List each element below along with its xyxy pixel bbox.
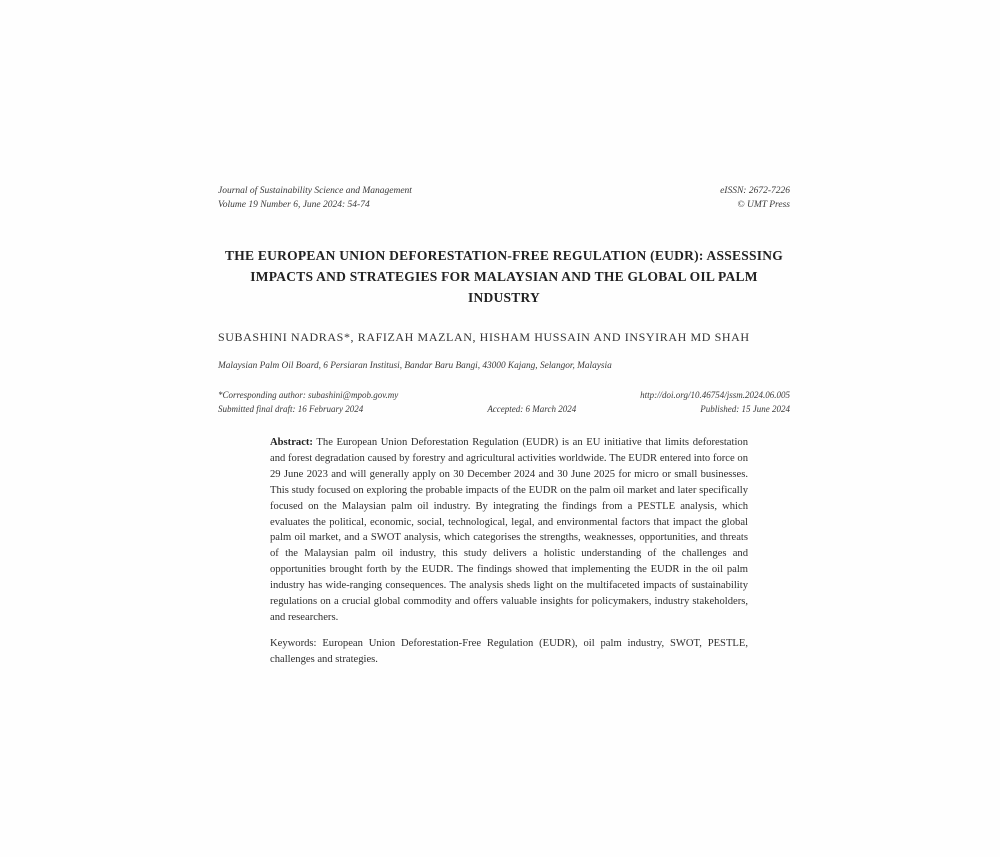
submitted-date: Submitted final draft: 16 February 2024 (218, 404, 364, 414)
journal-header-left (218, 184, 412, 212)
journal-header-right (720, 184, 790, 212)
meta-row-corresponding (218, 388, 790, 402)
journal-issue: Volume 19 Number 6, June 2024: 54-74 (218, 200, 370, 210)
keywords-label: Keywords: (270, 637, 317, 649)
affiliation-line: Malaysian Palm Oil Board, 6 Persiaran Institusi, Bandar Baru Bangi, 43000 Kajang, Selangor, Malaysia (218, 361, 612, 371)
article-title: THE EUROPEAN UNION DEFORESTATION-FREE REGULATION (EUDR): ASSESSING IMPACTS AND STRATEGIES FOR MALAYSIAN AND THE GLOBAL OIL PALM INDUSTRY (224, 248, 784, 305)
journal-name: Journal of Sustainability Science and Management (218, 186, 412, 196)
meta-row-dates (218, 402, 790, 416)
abstract-text: The European Union Deforestation Regulation (EUDR) is an EU initiative that limits deforestation and forest degradation caused by forestry and agricultural activities worldwide. The EUDR entered into force on 29 June 2023 and will generally apply on 30 December 2024 and 30 June 2025 for micro or small businesses. This study focused on exploring the probable impacts of the EUDR on the palm oil market and later specifically focused on the Malaysian palm oil industry. By integrating the findings from a PESTLE analysis, which evaluates the political, economic, social, technological, legal, and environmental factors that impact the global palm oil market, and a SWOT analysis, which categorises the strengths, weaknesses, opportunities, and threats of the Malaysian palm oil industry, this study delivers a holistic understanding of the challenges and opportunities brought forth by the EUDR. The findings showed that implementing the EUDR in the oil palm industry has wide-ranging consequences. The analysis sheds light on the multifaceted impacts of sustainability regulations on a crucial global commodity and offers valuable insights for policymakers, industry stakeholders, and researchers. (270, 437, 748, 623)
published-date: Published: 15 June 2024 (700, 404, 790, 414)
accepted-date: Accepted: 6 March 2024 (487, 404, 577, 414)
keywords-paragraph (270, 636, 748, 668)
journal-eissn: eISSN: 2672-7226 (720, 186, 790, 196)
journal-header (218, 184, 790, 212)
doi-text: http://doi.org/10.46754/jssm.2024.06.005 (640, 390, 790, 400)
abstract-label: Abstract: (270, 437, 313, 448)
document-content (218, 184, 790, 668)
authors-line: SUBASHINI NADRAS*, RAFIZAH MAZLAN, HISHAM HUSSAIN AND INSYIRAH MD SHAH (218, 330, 750, 344)
abstract-paragraph (270, 435, 748, 626)
journal-press: © UMT Press (737, 200, 790, 210)
corresponding-author: *Corresponding author: subashini@mpob.gov.my (218, 390, 399, 400)
keywords-text: European Union Deforestation-Free Regulation (EUDR), oil palm industry, SWOT, PESTLE, challenges and strategies. (270, 637, 749, 665)
